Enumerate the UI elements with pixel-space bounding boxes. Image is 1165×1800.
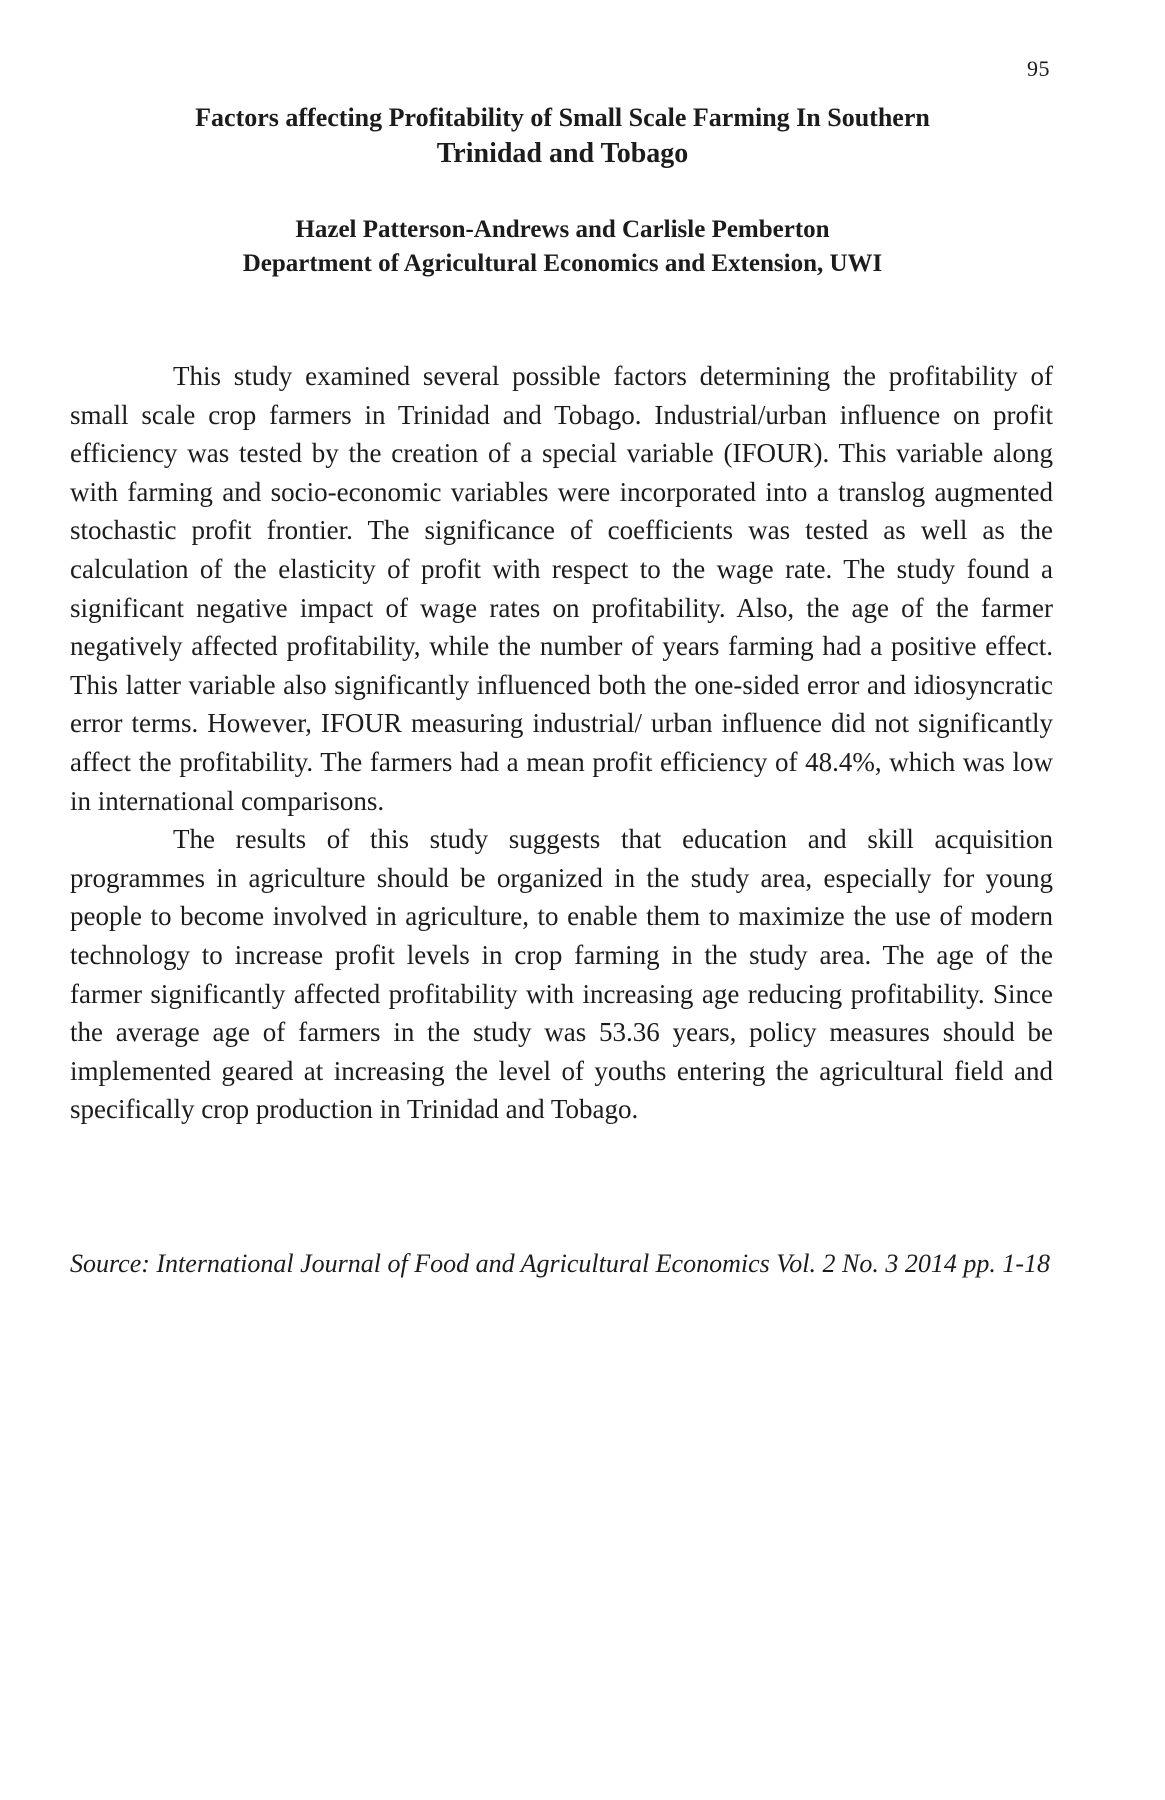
page-number: 95: [1027, 56, 1050, 81]
article-title: [70, 100, 1055, 172]
abstract-body: [70, 357, 1053, 1129]
title-line-1: Factors affecting Profitability of Small Scale Farming In Southern: [195, 103, 930, 132]
source-citation: Source: International Journal of Food and Agricultural Economics Vol. 2 No. 3 2014 pp. 1-18: [70, 1249, 1050, 1278]
title-line-2: Trinidad and Tobago: [436, 138, 689, 169]
abstract-paragraph-1: This study examined several possible factors determining the profitability of small scale crop farmers in Trinidad and Tobago. Industrial/urban influence on profit efficiency was tested by the creation of a special variable (IFOUR). This variable along with farming and socio-economic variables were incorporated into a translog augmented stochastic profit frontier. The significance of coefficients was tested as well as the calculation of the elasticity of profit with respect to the wage rate. The study found a significant negative impact of wage rates on profitability. Also, the age of the farmer negatively affected profitability, while the number of years farming had a positive effect. This latter variable also significantly influenced both the one-sided error and idiosyncratic error terms. However, IFOUR measuring industrial/ urban influence did not significantly affect the profitability. The farmers had a mean profit efficiency of 48.4%, which was low in international comparisons.: [70, 361, 1053, 816]
author-names: Hazel Patterson-Andrews and Carlisle Pemberton: [295, 216, 830, 243]
abstract-paragraph-2: The results of this study suggests that education and skill acquisition programmes in agriculture should be organized in the study area, especially for young people to become involved in agriculture, to enable them to maximize the use of modern technology to increase profit levels in crop farming in the study area. The age of the farmer significantly affected profitability with increasing age reducing profitability. Since the average age of farmers in the study was 53.36 years, policy measures should be implemented geared at increasing the level of youths entering the agricultural field and specifically crop production in Trinidad and Tobago.: [70, 824, 1053, 1125]
author-block: [70, 213, 1055, 281]
author-affiliation: Department of Agricultural Economics and Extension, UWI: [242, 250, 883, 277]
